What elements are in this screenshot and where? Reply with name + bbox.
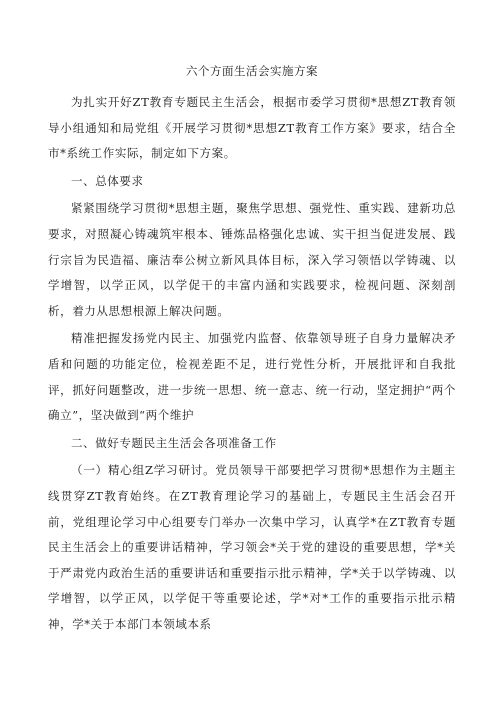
intro-paragraph: 为扎实开好ZT教育专题民主生活会，根据市委学习贯彻*思想ZT教育领导小组通知和局党组《开展学习贯彻*思想ZT教育工作方案》要求，结合全市*系统工作实际，制定如下方案。 <box>48 95 456 161</box>
section-1-paragraph-1: 紧紧围绕学习贯彻*思想主题，聚焦学思想、强党性、重实践、建新功总要求，对照凝心铸魂筑牢根本、锤炼品格强化忠诚、实干担当促进发展、践行宗旨为民造福、廉洁奉公树立新风具体目标，深入学习领悟以学铸魂、以学增智，以学正风，以学促干的丰富内涵和实践要求，检视问题、深刻剖析，着力从思想根源上解决问题。 <box>48 201 456 318</box>
section-1-paragraph-2: 精准把握发扬党内民主、加强党内监督、依靠领导班子自身力量解决矛盾和问题的功能定位，检视差距不足，进行党性分析，开展批评和自我批评，抓好问题整改，进一步统一思想、统一意志、统一行动，坚定拥护“两个确立”，坚决做到“两个维护 <box>48 331 456 423</box>
section-1-heading: 一、总体要求 <box>71 173 144 188</box>
section-2-heading: 二、做好专题民主生活会各项准备工作 <box>71 435 277 450</box>
document-title: 六个方面生活会实施方案 <box>186 64 318 78</box>
section-2-paragraph-1: （一）精心组Z学习研讨。党员领导干部要把学习贯彻*思想作为主题主线贯穿ZT教育始终。在ZT教育理论学习的基础上，专题民主生活会召开前，党组理论学习中心组要专门举办一次集中学习，认真学*在ZT教育专题民主生活会上的重要讲话精神，学习领会*关于党的建设的重要思想，学*关于严肃党内政治生活的重要讲话和重要指示批示精神，学*关于以学铸魂、以学增智，以学正风，以学促干等重要论述，学*对*工作的重要指示批示精神，学*关于本部门本领域本系 <box>48 463 456 631</box>
